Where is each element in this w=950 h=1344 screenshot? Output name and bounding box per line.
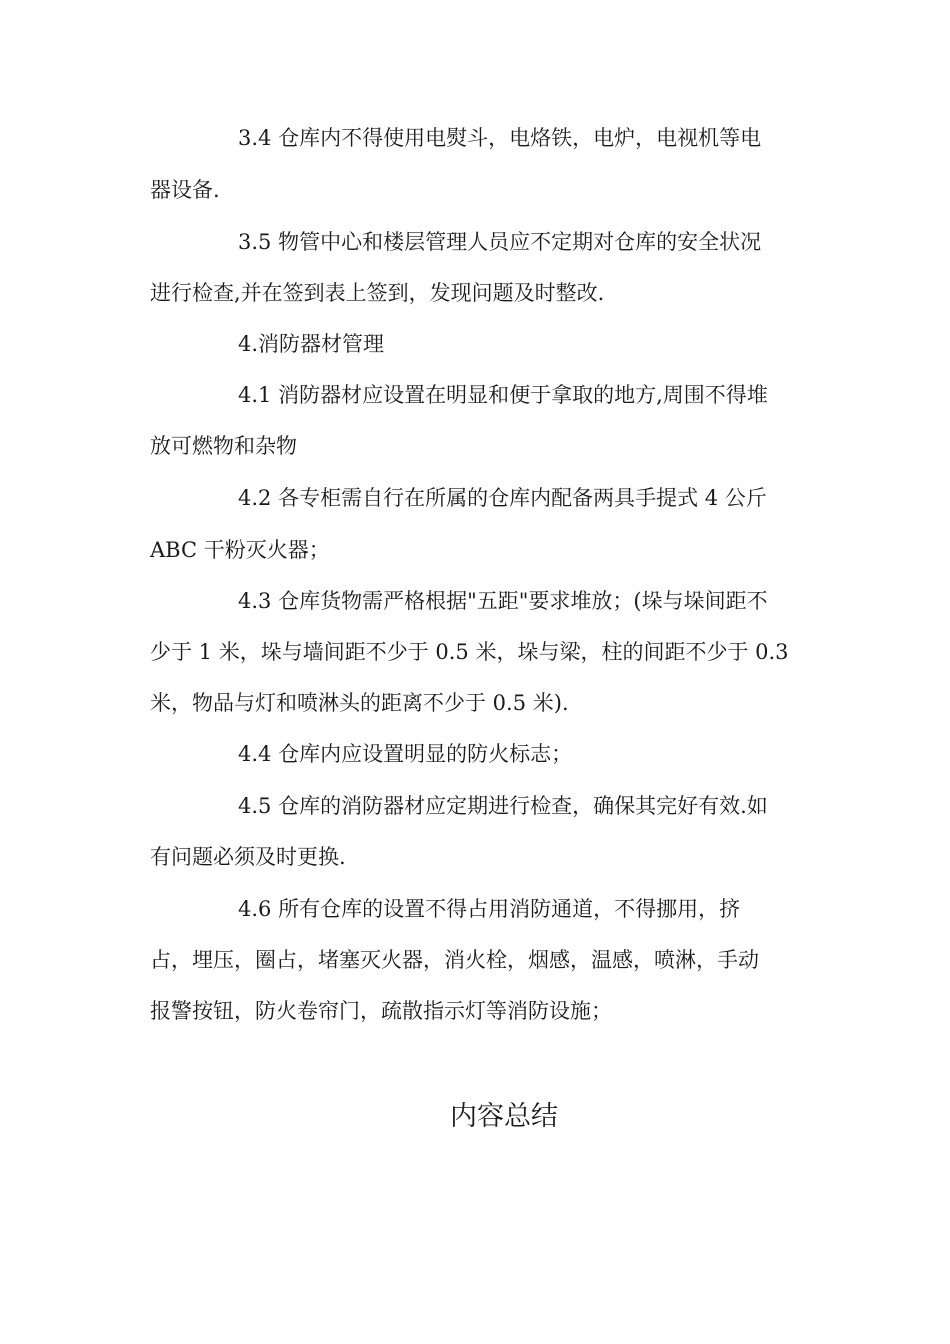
paragraph-4-6-line-2: 占，埋压，圈占，堵塞灭火器，消火栓，烟感，温感，喷淋，手动 — [150, 948, 759, 972]
paragraph-4-2-line-1: 4.2 各专柜需自行在所属的仓库内配备两具手提式 4 公斤 — [238, 486, 767, 510]
paragraph-4-3-line-3: 米，物品与灯和喷淋头的距离不少于 0.5 米). — [150, 691, 569, 715]
paragraph-4-3-line-1: 4.3 仓库货物需严格根据"五距"要求堆放；(垛与垛间距不 — [238, 589, 768, 613]
paragraph-4-3-line-2: 少于 1 米，垛与墙间距不少于 0.5 米，垛与梁，柱的间距不少于 0.3 — [150, 640, 789, 664]
paragraph-4-6-line-3: 报警按钮，防火卷帘门，疏散指示灯等消防设施； — [150, 999, 612, 1023]
summary-title: 内容总结 — [450, 1101, 558, 1132]
paragraph-4-1-line-1: 4.1 消防器材应设置在明显和便于拿取的地方,周围不得堆 — [238, 383, 768, 407]
section-4-heading: 4.消防器材管理 — [238, 332, 385, 356]
paragraph-4-5-line-1: 4.5 仓库的消防器材应定期进行检查，确保其完好有效.如 — [238, 794, 768, 818]
paragraph-3-4-line-1: 3.4 仓库内不得使用电熨斗，电烙铁，电炉，电视机等电 — [238, 126, 762, 150]
paragraph-3-5-line-2: 进行检查,并在签到表上签到，发现问题及时整改. — [150, 281, 605, 305]
paragraph-4-5-line-2: 有问题必须及时更换. — [150, 845, 346, 869]
paragraph-4-2-line-2: ABC 干粉灭火器； — [150, 538, 330, 562]
paragraph-4-4-line-1: 4.4 仓库内应设置明显的防火标志； — [238, 742, 573, 766]
paragraph-4-6-line-1: 4.6 所有仓库的设置不得占用消防通道，不得挪用，挤 — [238, 897, 741, 921]
paragraph-4-1-line-2: 放可燃物和杂物 — [150, 434, 297, 458]
paragraph-3-5-line-1: 3.5 物管中心和楼层管理人员应不定期对仓库的安全状况 — [238, 230, 762, 254]
paragraph-3-4-line-2: 器设备. — [150, 178, 220, 202]
